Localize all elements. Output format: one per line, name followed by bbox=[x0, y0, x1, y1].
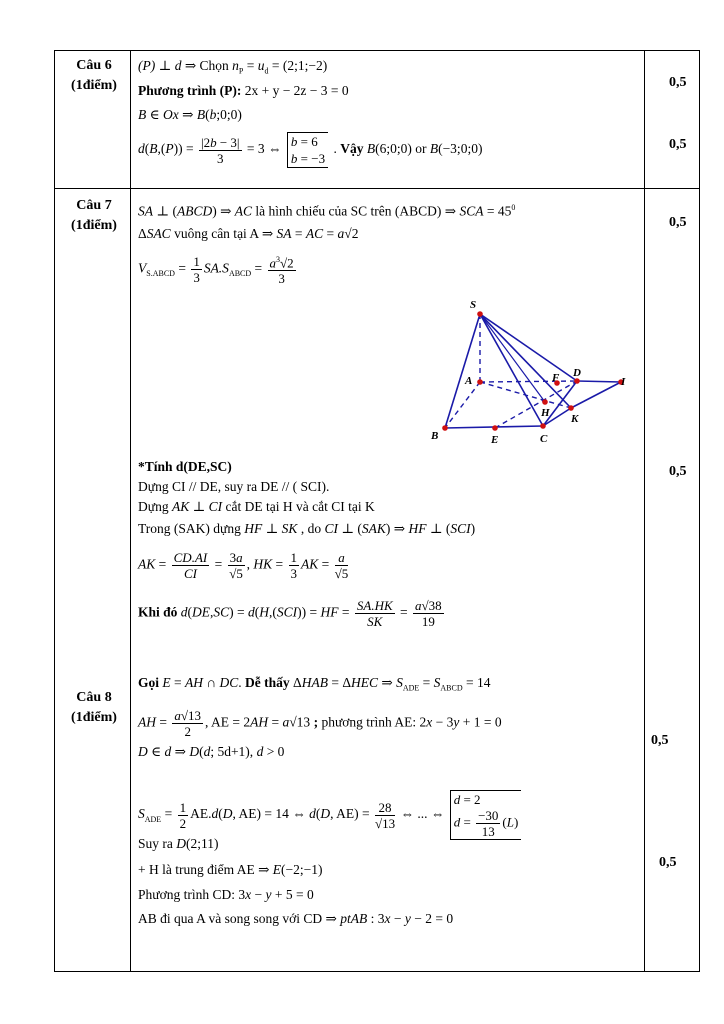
points-q7-a: 0,5 bbox=[669, 215, 687, 230]
point-S bbox=[477, 311, 483, 317]
q7-line-8: AK = $\frac{CD.AI}{CI}$ = $\frac{3a}{√5}$ , HK = $\frac{1}{3}$ AK = $\frac{a}{√5}$ bbox=[138, 550, 349, 581]
point-C bbox=[540, 423, 546, 429]
q6-line-2: Phương trình (P): 2x + y − 2z − 3 = 0 bbox=[138, 83, 349, 98]
question-label-7: Câu 7 (1điểm) bbox=[71, 198, 117, 233]
question-label-8: Câu 8 (1điểm) bbox=[71, 690, 117, 725]
point-H bbox=[542, 399, 548, 405]
q6-line-1: (P) ⊥ d ⇒ Chọn $n_P = u_d$ = (2;1;−2) bbox=[138, 58, 328, 76]
edge-SB bbox=[445, 314, 480, 428]
q6-line-3: B ∈ Ox ⇒ B(b;0;0) bbox=[138, 107, 242, 122]
pyramid-figure bbox=[425, 298, 635, 448]
points-q6-a: 0,5 bbox=[669, 75, 687, 90]
edge-KI bbox=[571, 382, 621, 408]
table-border-bottom bbox=[54, 971, 700, 972]
points-q8-a: 0,5 bbox=[651, 733, 669, 748]
q7-line-7: Trong (SAK) dựng HF ⊥ SK , do CI ⊥ (SAK) ⇒ HF ⊥ (SCI) bbox=[138, 521, 476, 536]
label-D: D bbox=[573, 367, 581, 379]
label-C: C bbox=[540, 433, 548, 445]
q8-line-4: $S_{ADE}$ = $\frac{1}{2}$ AE.d(D, AE) = 14 ⇔ d(D, AE) = $\frac{28}{√13}$ ⇔ ... ⇔ d = 2 d = $\frac{-30}{13}$ (L) bbox=[138, 790, 523, 840]
q8-line-5: Suy ra D(2;11) bbox=[138, 836, 219, 851]
label-B: B bbox=[431, 430, 439, 442]
q8-line-1: Gọi E = AH ∩ DC. Dễ thấy ΔHAB = ΔHEC ⇒ $S_{ADE} = S_{ABCD} = 14$ bbox=[138, 675, 491, 693]
point-E bbox=[492, 425, 498, 431]
q8-line-6: + H là trung điểm AE ⇒ E(−2;−1) bbox=[138, 862, 323, 877]
edge-DI bbox=[577, 381, 621, 382]
label-K: K bbox=[571, 413, 579, 425]
q8-line-7: Phương trình CD: 3x − y + 5 = 0 bbox=[138, 887, 314, 902]
edge-SD bbox=[480, 314, 577, 381]
points-q8-b: 0,5 bbox=[659, 855, 677, 870]
q7-line-2: ΔSAC vuông cân tại A ⇒ SA = AC = a√2 bbox=[138, 226, 359, 241]
q7-subheading: *Tính d(DE,SC) bbox=[138, 459, 232, 474]
points-q7-b: 0,5 bbox=[669, 464, 687, 479]
points-q6-b: 0,5 bbox=[669, 137, 687, 152]
q7-line-3: $V_{S.ABCD}$ = $\frac{1}{3}$ $SA.S_{ABCD}$ = $\frac{a^3√2}{3}$ bbox=[138, 253, 294, 287]
point-A bbox=[477, 379, 483, 385]
label-S: S bbox=[470, 299, 477, 311]
edge-SE bbox=[480, 314, 545, 402]
point-K bbox=[568, 405, 574, 411]
edge-AD bbox=[480, 381, 577, 382]
q8-line-8: AB đi qua A và song song với CD ⇒ ptAB : 3x − y − 2 = 0 bbox=[138, 911, 454, 926]
table-border-top bbox=[54, 50, 700, 51]
row-divider-1 bbox=[54, 188, 700, 189]
edge-AB bbox=[445, 382, 480, 428]
question-label-6: Câu 6 (1điểm) bbox=[71, 58, 117, 93]
label-F: F bbox=[552, 372, 560, 384]
edge-ED bbox=[495, 381, 577, 428]
q7-line-6: Dựng AK ⊥ CI cắt DE tại H và cắt CI tại K bbox=[138, 499, 375, 514]
label-H: H bbox=[541, 407, 550, 419]
q8-line-3: D ∈ d ⇒ D(d; 5d+1), d > 0 bbox=[138, 744, 285, 759]
label-I: I bbox=[621, 376, 626, 388]
q6-line-4: d(B,(P)) = $\frac{|2b - 3|}{3}$ = 3 ⇔ b = 6 b = −3 . Vậy B(6;0;0) or B(−3;0;0) bbox=[138, 134, 483, 166]
q7-line-9: Khi đó d(DE,SC) = d(H,(SCI)) = HF = $\frac{SA.HK}{SK}$ = $\frac{a√38}{19}$ bbox=[138, 598, 442, 629]
label-A: A bbox=[465, 375, 473, 387]
q8-line-2: AH = $\frac{a√13}{2}$ , AE = 2AH = a√13 ; phương trình AE: 2x − 3y + 1 = 0 bbox=[138, 708, 502, 739]
point-D bbox=[574, 378, 580, 384]
label-E: E bbox=[491, 434, 499, 446]
q7-line-1: SA ⊥ (ABCD) ⇒ AC là hình chiếu của SC trên (ABCD) ⇒ SCA = $45^0$ bbox=[138, 203, 516, 219]
point-B bbox=[442, 425, 448, 431]
q7-line-5: Dựng CI // DE, suy ra DE // ( SCI). bbox=[138, 479, 330, 494]
